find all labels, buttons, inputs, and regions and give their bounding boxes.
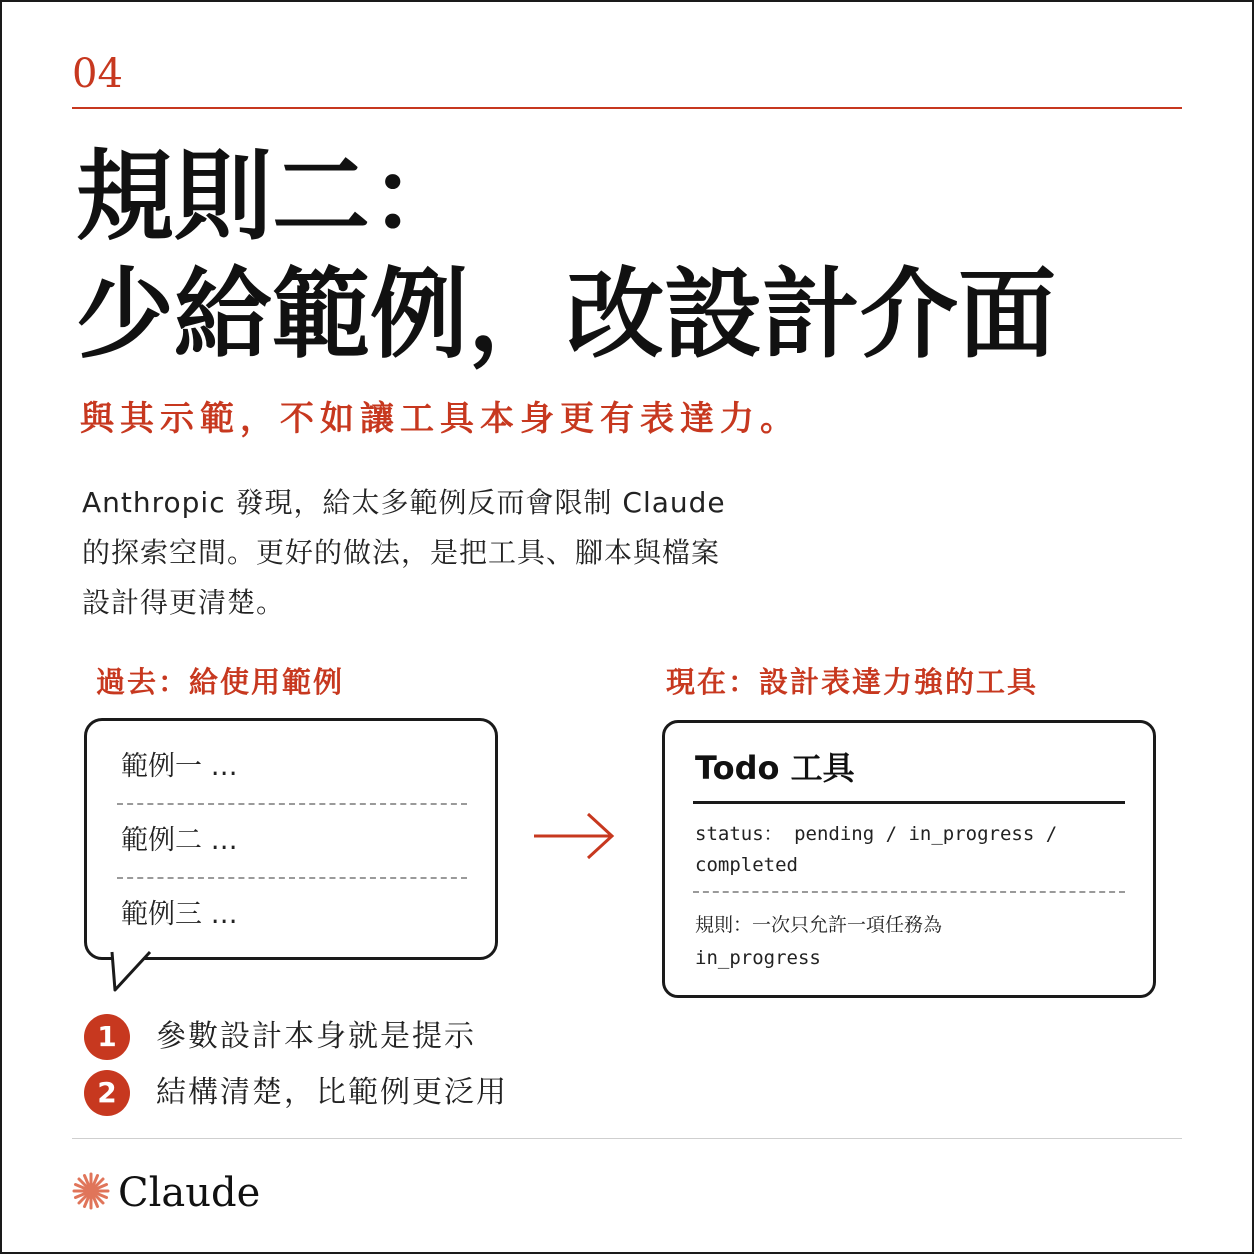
body-line-3: 設計得更清楚。	[82, 586, 286, 619]
examples-speech-bubble	[84, 718, 498, 960]
body-paragraph	[82, 478, 812, 628]
tool-rule-spec	[695, 909, 1115, 975]
speech-bubble-tail	[108, 950, 158, 996]
example-item-1: 範例一 …	[121, 751, 238, 782]
dashed-divider	[693, 891, 1125, 893]
number-badge: 1	[84, 1014, 130, 1060]
key-point-text: 參數設計本身就是提示	[156, 1019, 476, 1054]
status-line-1: status： pending / in_progress /	[695, 823, 1058, 845]
starburst-icon	[72, 1172, 110, 1210]
past-label: 過去：給使用範例	[96, 665, 345, 699]
slide-title	[76, 138, 1056, 374]
body-line-2: 的探索空間。更好的做法，是把工具、腳本與檔案	[82, 536, 721, 569]
arrow-right-icon	[532, 808, 616, 864]
top-divider	[72, 107, 1182, 109]
slide-subtitle: 與其示範，不如讓工具本身更有表達力。	[80, 399, 800, 439]
status-line-2: completed	[695, 854, 798, 876]
example-item-2: 範例二 …	[121, 825, 238, 856]
now-label: 現在：設計表達力強的工具	[666, 665, 1039, 699]
rule-line-2: in_progress	[695, 947, 821, 969]
rule-line-1: 規則：一次只允許一項任務為	[695, 914, 943, 936]
slide-number: 04	[72, 51, 123, 97]
bottom-divider	[72, 1138, 1182, 1139]
todo-tool-card	[662, 720, 1156, 998]
brand-name: Claude	[118, 1170, 261, 1216]
title-line-1: 規則二：	[76, 139, 469, 254]
number-badge: 2	[84, 1070, 130, 1116]
tool-title: Todo 工具	[695, 749, 855, 787]
dashed-divider	[117, 877, 467, 879]
example-item-3: 範例三 …	[121, 899, 238, 930]
title-line-2: 少給範例，改設計介面	[76, 257, 1057, 372]
key-point-text: 結構清楚，比範例更泛用	[156, 1075, 508, 1110]
tool-status-spec	[695, 819, 1115, 881]
tool-title-underline	[693, 801, 1125, 804]
body-line-1: Anthropic 發現，給太多範例反而會限制 Claude	[82, 486, 726, 519]
dashed-divider	[117, 803, 467, 805]
